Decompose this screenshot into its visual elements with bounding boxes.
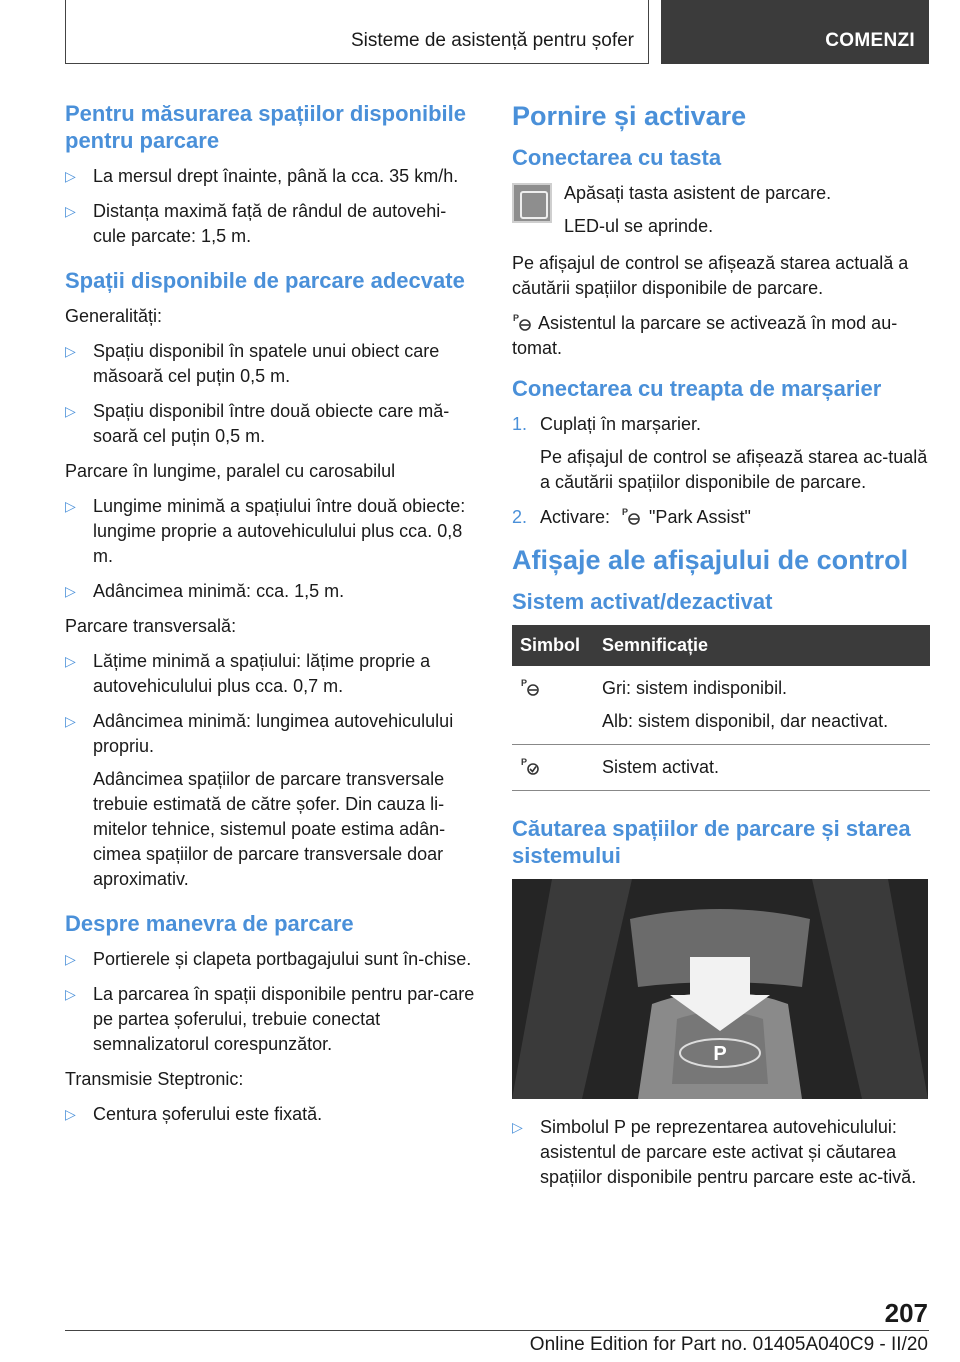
heading-system: Sistem activat/dezactivat	[512, 589, 773, 614]
longitudinal-list	[65, 494, 475, 604]
auto-text: Asistentul la parcare se activează în mod au-tomat.	[512, 313, 898, 358]
button-instruction: Apăsați tasta asistent de parcare.	[564, 183, 832, 203]
svg-text:P: P	[622, 507, 629, 517]
heading-maneuver: Despre manevra de parcare	[65, 911, 354, 936]
park-assist-button-icon	[512, 183, 552, 223]
search-list	[512, 1115, 930, 1190]
symbol-table	[512, 625, 930, 791]
triangle-bullet-icon: ▷	[65, 343, 76, 359]
parking-p-label: P	[713, 1043, 727, 1065]
control-display-image	[512, 879, 928, 1099]
list-item: 2. Activare: P "Park Assist"	[512, 507, 751, 527]
list-item: ▷ Lungime minimă a spațiului între două obiecte: lungime proprie a autovehiculului plus cca. 0,8 m.	[65, 496, 466, 566]
chapter-title: COMENZI	[825, 30, 915, 51]
transverse-note: Adâncimea spațiilor de parcare transversale trebuie estimată de către șofer. Din cauza li-mitelor tehnice, sistemul poate estima adân-cimea spațiilor de parcare transversale doar aproximativ.	[93, 769, 446, 889]
general-label: Generalități:	[65, 306, 163, 326]
button-row	[512, 181, 930, 239]
list-item: ▷ La mersul drept înainte, până la cca. 35 km/h.	[65, 164, 475, 189]
heading-suitable: Spații disponibile de parcare adecvate	[65, 268, 465, 293]
list-item: ▷ La parcarea în spații disponibile pentru par-care pe partea șoferului, trebuie conectat semnalizatorul corespunzător.	[65, 984, 475, 1054]
triangle-bullet-icon: ▷	[65, 986, 76, 1002]
list-item: ▷ Distanța maximă față de rândul de autovehi-cule parcate: 1,5 m.	[65, 201, 447, 246]
triangle-bullet-icon: ▷	[65, 713, 76, 729]
table-header: Simbol	[512, 625, 594, 666]
heading-displays: Afișaje ale afișajului de control	[512, 545, 909, 575]
table-row: P Gri: sistem indisponibil. Alb: sistem disponibil, dar neactivat.	[512, 666, 930, 745]
park-assist-active-icon	[520, 756, 542, 776]
longitudinal-label: Parcare în lungime, paralel cu carosabilul	[65, 461, 396, 481]
list-item: ▷ Centura șoferului este fixată.	[65, 1102, 475, 1127]
footer-divider	[65, 1330, 929, 1331]
steptronic-list	[65, 1102, 475, 1127]
heading-measure: Pentru măsurarea spațiilor disponibile pentru parcare	[65, 101, 466, 153]
left-column	[65, 100, 475, 1137]
heading-reverse: Conectarea cu treapta de marșarier	[512, 376, 882, 401]
table-row: P Sistem activat.	[512, 745, 930, 791]
list-item: ▷ Simbolul P pe reprezentarea autovehiculului: asistentul de parcare este activat și căutarea spațiilor disponibile pentru parcare este ac-tivă.	[512, 1117, 917, 1187]
svg-text:P: P	[513, 313, 520, 323]
list-item: ▷ Spațiu disponibil în spatele unui obiect care măsoară cel puțin 0,5 m.	[65, 341, 440, 386]
section-title: Sisteme de asistență pentru șofer	[350, 30, 634, 51]
triangle-bullet-icon: ▷	[65, 583, 76, 599]
triangle-bullet-icon: ▷	[65, 1106, 76, 1122]
reverse-steps	[512, 412, 930, 530]
transverse-list	[65, 649, 475, 892]
list-item: 1. Cuplați în marșarier. Pe afișajul de control se afișează starea ac-tuală a căutării spațiilor disponibile de parcare.	[512, 414, 928, 492]
svg-text:P: P	[521, 678, 528, 688]
list-item: ▷ Adâncimea minimă: lungimea autovehiculului propriu. Adâncimea spațiilor de parcare transversale trebuie estimată de către șofer. Din cauza li-mitelor tehnice, sistemul poate estima adân-cimea spațiilor de parcare transversale doar aproximativ.	[65, 709, 475, 892]
triangle-bullet-icon: ▷	[65, 403, 76, 419]
triangle-bullet-icon: ▷	[65, 653, 76, 669]
svg-text:P: P	[521, 757, 528, 767]
transverse-label: Parcare transversală:	[65, 616, 237, 636]
table-header: Semnificație	[594, 625, 930, 666]
triangle-bullet-icon: ▷	[65, 203, 76, 219]
edition-text: Online Edition for Part no. 01405A040C9 - II/20	[529, 1334, 928, 1355]
triangle-bullet-icon: ▷	[65, 498, 76, 514]
general-list	[65, 339, 475, 449]
heading-button: Conectarea cu tasta	[512, 145, 722, 170]
list-item: ▷ Portierele și clapeta portbagajului sunt în-chise.	[65, 947, 475, 972]
heading-start: Pornire și activare	[512, 101, 747, 131]
measure-list	[65, 164, 475, 249]
triangle-bullet-icon: ▷	[65, 168, 76, 184]
park-assist-icon	[512, 312, 534, 332]
page-number: 207	[884, 1298, 928, 1328]
chapter-tab	[661, 0, 929, 64]
page-header	[65, 0, 929, 64]
park-assist-icon	[621, 506, 643, 526]
right-column	[512, 100, 930, 1200]
list-item: ▷ Spațiu disponibil între două obiecte care mă-soară cel puțin 0,5 m.	[65, 401, 450, 446]
triangle-bullet-icon: ▷	[512, 1119, 523, 1135]
section-box	[65, 0, 649, 64]
display-text: Pe afișajul de control se afișează starea actuală a căutării spațiilor disponibile de parcare.	[512, 253, 909, 298]
auto-text-row	[512, 311, 930, 361]
park-assist-icon	[520, 677, 542, 697]
list-item: ▷ Lățime minimă a spațiului: lățime proprie a autovehiculului plus cca. 0,7 m.	[65, 651, 431, 696]
led-note: LED-ul se aprinde.	[564, 216, 714, 236]
triangle-bullet-icon: ▷	[65, 951, 76, 967]
maneuver-list	[65, 947, 475, 1057]
steptronic-label: Transmisie Steptronic:	[65, 1069, 244, 1089]
heading-search: Căutarea spațiilor de parcare și starea sistemului	[512, 816, 911, 868]
list-item: ▷ Adâncimea minimă: cca. 1,5 m.	[65, 579, 475, 604]
